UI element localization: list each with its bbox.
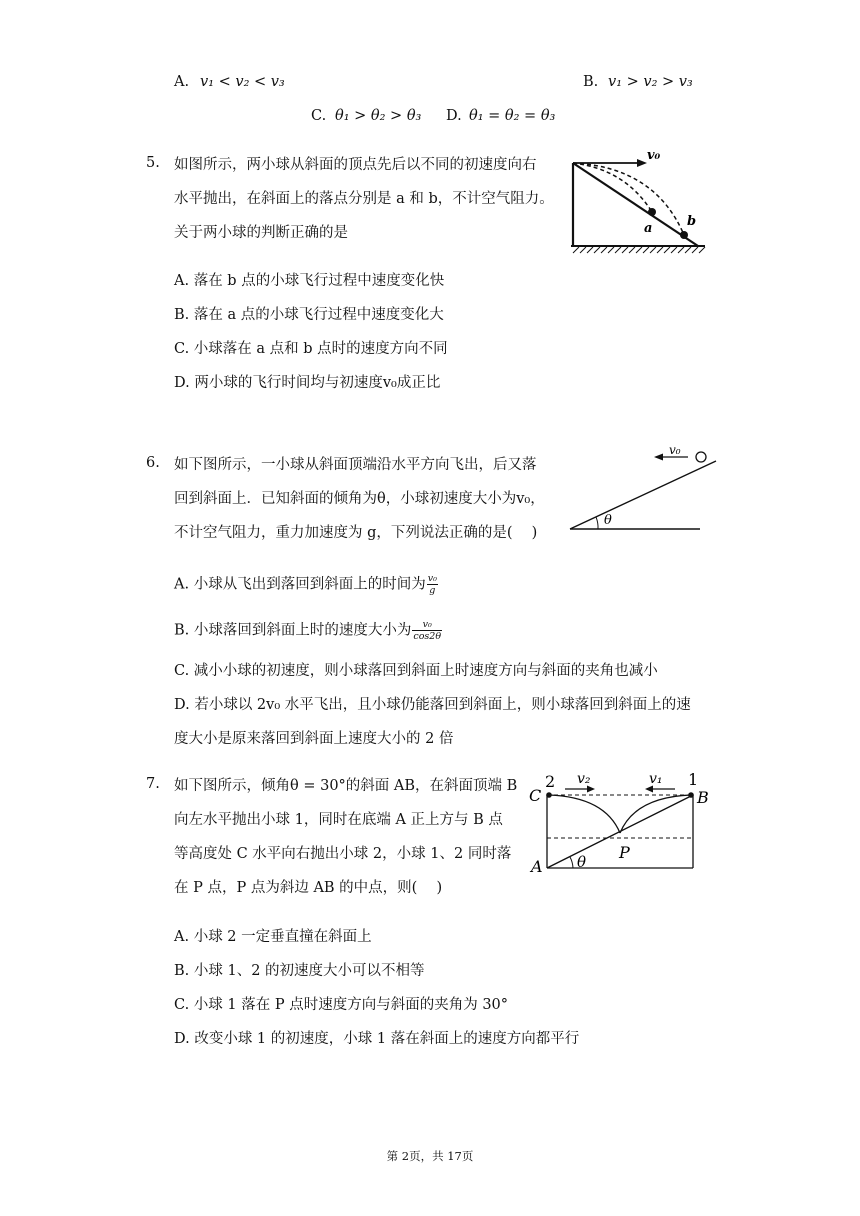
point-a-label: a	[644, 221, 653, 236]
question-stem-line: 如图所示，两小球从斜面的顶点先后以不同的初速度向右	[174, 157, 537, 173]
option-d-continued: 度大小是原来落回到斜面上速度大小的 2 倍	[174, 731, 454, 747]
fraction-numerator: v₀	[427, 573, 437, 584]
fraction-denominator: cos2θ	[413, 631, 442, 642]
figure-q7-incline	[525, 765, 725, 873]
v2-label: v₂	[577, 771, 591, 787]
option-d: D. 两小球的飞行时间均与初速度v₀成正比	[174, 375, 441, 391]
option-a: A. 落在 b 点的小球飞行过程中速度变化快	[174, 273, 445, 289]
angle-theta-label: θ	[604, 513, 612, 528]
option-a-text: A. 小球从飞出到落回到斜面上的时间为	[174, 576, 426, 593]
question-stem-line: 关于两小球的判断正确的是	[174, 225, 348, 241]
landing-point-a	[648, 208, 656, 216]
option-a: A. 小球 2 一定垂直撞在斜面上	[174, 929, 372, 945]
question-number: 5.	[146, 155, 160, 171]
v1-label: v₁	[649, 771, 663, 787]
question-stem-line: 向左水平抛出小球 1，同时在底端 A 正上方与 B 点	[174, 812, 503, 828]
v0-label: v₀	[669, 445, 681, 457]
q4-option-d-letter: D.	[446, 108, 462, 124]
figure-q6-incline	[562, 445, 722, 535]
q4-option-b-letter: B.	[583, 74, 599, 90]
point-p-label: P	[619, 843, 630, 862]
point-c-label: C	[529, 786, 542, 805]
q4-option-a-letter: A.	[174, 74, 190, 90]
fraction	[412, 619, 442, 642]
fraction-numerator: v₀	[412, 619, 442, 631]
point-b-label: b	[687, 214, 697, 229]
v0-label: v₀	[647, 148, 661, 163]
point-a-label: A	[531, 857, 543, 873]
question-stem-line: 在 P 点，P 点为斜边 AB 的中点，则( )	[174, 880, 443, 896]
question-stem-line: 回到斜面上．已知斜面的倾角为θ，小球初速度大小为v₀，	[174, 491, 545, 507]
question-stem-line: 水平抛出，在斜面上的落点分别是 a 和 b，不计空气阻力。	[174, 191, 554, 207]
question-stem-line: 等高度处 C 水平向右抛出小球 2，小球 1、2 同时落	[174, 846, 512, 862]
point-b-label: B	[697, 788, 709, 807]
question-number: 7.	[146, 776, 160, 792]
option-c: C. 小球 1 落在 P 点时速度方向与斜面的夹角为 30°	[174, 997, 509, 1013]
q4-option-a-text: v₁ < v₂ < v₃	[200, 74, 285, 90]
question-number: 6.	[146, 455, 160, 471]
page-footer: 第 2页，共 17页	[386, 1149, 474, 1163]
q4-option-c-letter: C.	[311, 108, 327, 124]
ball-1-label: 1	[688, 770, 699, 789]
landing-point-b	[680, 231, 688, 239]
fraction-denominator: g	[429, 585, 436, 596]
angle-theta-label: θ	[577, 853, 587, 871]
question-stem-line: 如下图所示，一小球从斜面顶端沿水平方向飞出，后又落	[174, 457, 537, 473]
option-b	[174, 619, 442, 642]
option-c: C. 减小小球的初速度，则小球落回到斜面上时速度方向与斜面的夹角也减小	[174, 663, 658, 679]
option-b: B. 落在 a 点的小球飞行过程中速度变化大	[174, 307, 444, 323]
option-b-text: B. 小球落回到斜面上时的速度大小为	[174, 622, 412, 639]
q4-option-b-text: v₁ > v₂ > v₃	[608, 74, 693, 90]
option-d: D. 改变小球 1 的初速度，小球 1 落在斜面上的速度方向都平行	[174, 1031, 580, 1047]
figure-q5-incline	[565, 143, 710, 258]
option-b: B. 小球 1、2 的初速度大小可以不相等	[174, 963, 425, 979]
q4-option-c-text: θ₁ > θ₂ > θ₃	[335, 108, 422, 124]
fraction	[427, 573, 438, 596]
option-a	[174, 573, 438, 596]
ball-2-label: 2	[545, 772, 556, 791]
ball	[696, 452, 706, 462]
question-stem-line: 如下图所示，倾角θ = 30°的斜面 AB，在斜面顶端 B	[174, 778, 518, 794]
option-d: D. 若小球以 2v₀ 水平飞出，且小球仍能落回到斜面上，则小球落回到斜面上的速	[174, 697, 691, 713]
q4-option-d-text: θ₁ = θ₂ = θ₃	[469, 108, 556, 124]
question-stem-line: 不计空气阻力，重力加速度为 g，下列说法正确的是( )	[174, 525, 538, 541]
option-c: C. 小球落在 a 点和 b 点时的速度方向不同	[174, 341, 448, 357]
